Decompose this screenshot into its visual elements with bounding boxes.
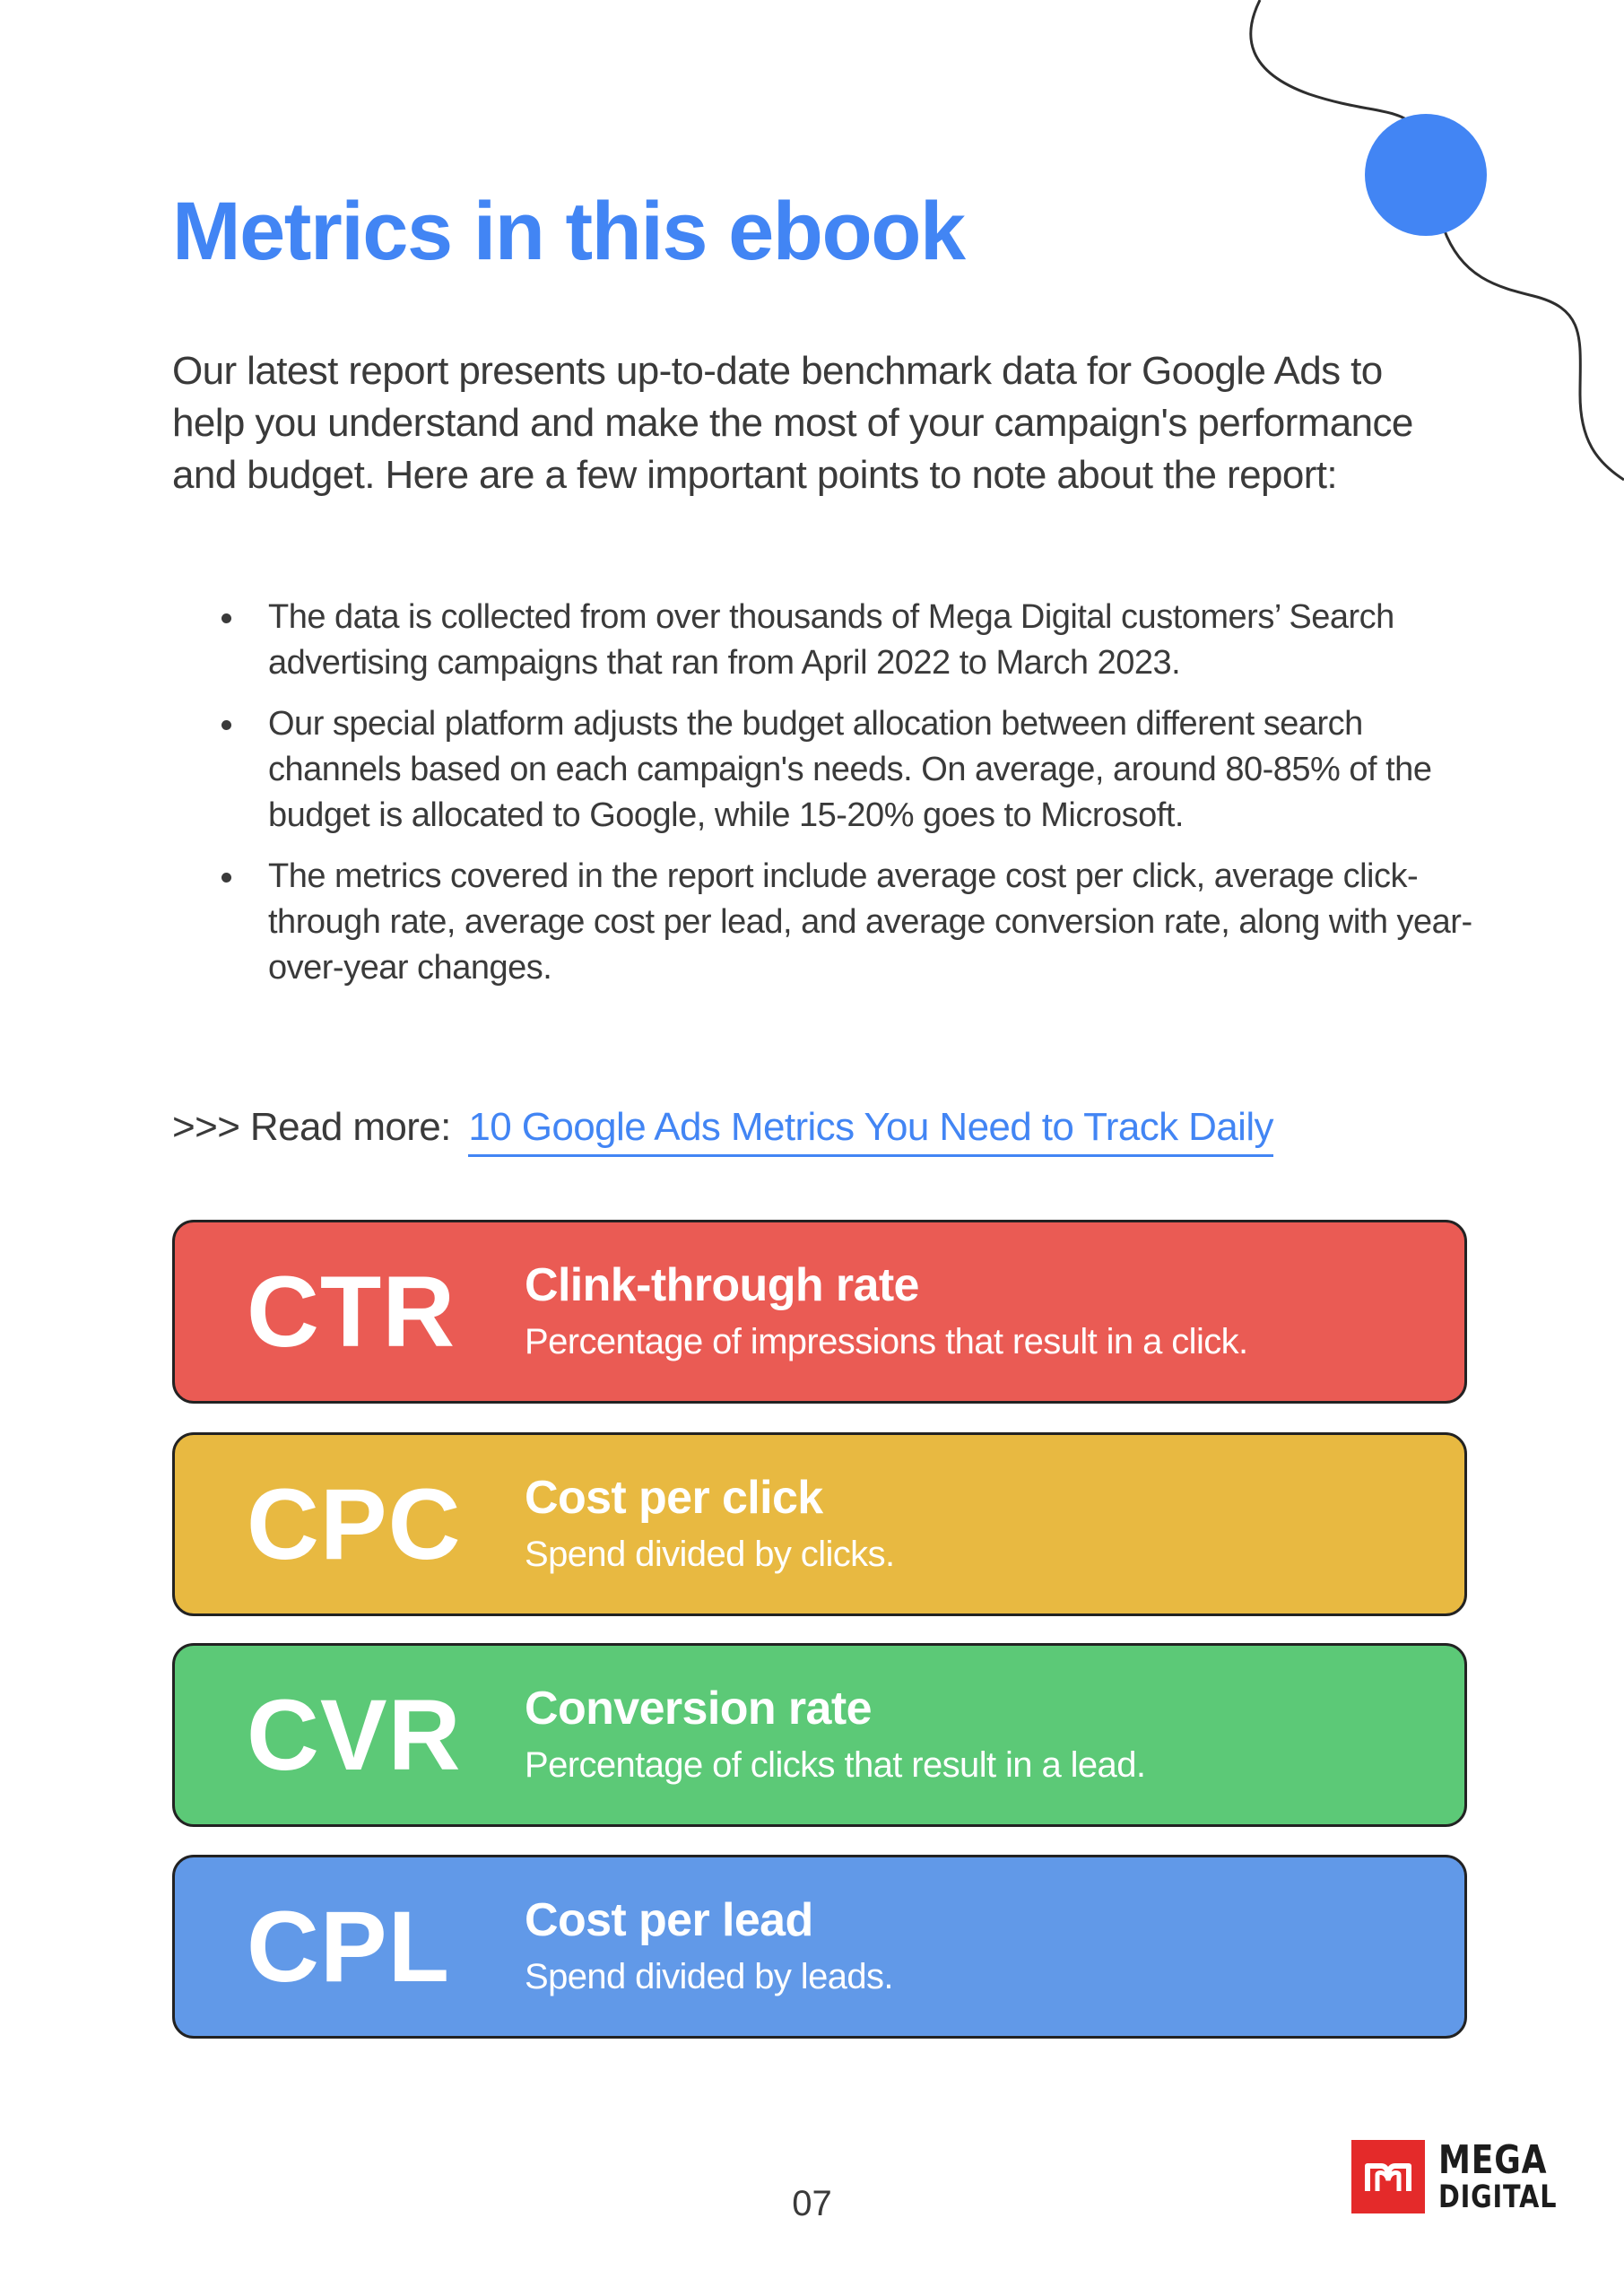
read-more bbox=[172, 1101, 1273, 1153]
page-number: 07 bbox=[792, 2184, 832, 2223]
metric-card-cpc bbox=[172, 1432, 1467, 1616]
intro-paragraph: Our latest report presents up-to-date benchmark data for Google Ads to help you understand and make the most of your campaign's performance and budget. Here are a few important points to note about the report: bbox=[172, 349, 1413, 497]
bullet-text: The data is collected from over thousands of Mega Digital customers’ Search advertising campaigns that ran from April 2022 to March 2023. bbox=[268, 598, 1394, 682]
bullet-list bbox=[172, 595, 1481, 1006]
metric-name: Cost per click bbox=[525, 1471, 823, 1524]
mega-digital-logo-mark-icon bbox=[1351, 2140, 1425, 2213]
metric-name: Cost per lead bbox=[525, 1893, 813, 1946]
metric-description: Spend divided by clicks. bbox=[525, 1534, 895, 1574]
bullet-dot-icon bbox=[221, 873, 231, 883]
logo-text-digital: DIGITAL bbox=[1438, 2179, 1558, 2215]
metric-card-cpl bbox=[172, 1855, 1467, 2039]
metric-card-cvr bbox=[172, 1643, 1467, 1827]
metric-description: Percentage of clicks that result in a lead. bbox=[525, 1744, 1146, 1785]
bullet-text: The metrics covered in the report include average cost per click, average click-through rate, average cost per lead, and average conversion rate, along with year-over-year changes. bbox=[268, 857, 1472, 987]
bullet-text: Our special platform adjusts the budget allocation between different search channels based on each campaign's needs. On average, around 80-85% of the budget is allocated to Google, while 15-20% goes to Microsoft. bbox=[268, 705, 1432, 834]
metric-description: Percentage of impressions that result in a click. bbox=[525, 1321, 1248, 1361]
metric-name: Clink-through rate bbox=[525, 1258, 919, 1311]
read-more-prefix: >>> Read more: bbox=[172, 1105, 451, 1149]
read-more-link[interactable]: 10 Google Ads Metrics You Need to Track Daily bbox=[468, 1105, 1273, 1157]
bullet-item bbox=[172, 595, 1481, 686]
metric-abbr: CTR bbox=[247, 1255, 456, 1368]
metric-card-ctr bbox=[172, 1220, 1467, 1404]
metric-abbr: CPL bbox=[247, 1890, 450, 2003]
metric-name: Conversion rate bbox=[525, 1682, 872, 1735]
bullet-item bbox=[172, 701, 1481, 839]
bullet-item bbox=[172, 854, 1481, 991]
mega-digital-logo bbox=[1351, 2136, 1583, 2215]
bullet-dot-icon bbox=[221, 720, 231, 730]
metric-abbr: CPC bbox=[247, 1467, 462, 1580]
page-title: Metrics in this ebook bbox=[172, 186, 965, 277]
blue-circle-icon bbox=[1365, 114, 1487, 236]
metric-abbr: CVR bbox=[247, 1678, 462, 1791]
logo-text-mega: MEGA bbox=[1438, 2136, 1548, 2183]
metric-description: Spend divided by leads. bbox=[525, 1956, 893, 1996]
bullet-dot-icon bbox=[221, 613, 231, 623]
